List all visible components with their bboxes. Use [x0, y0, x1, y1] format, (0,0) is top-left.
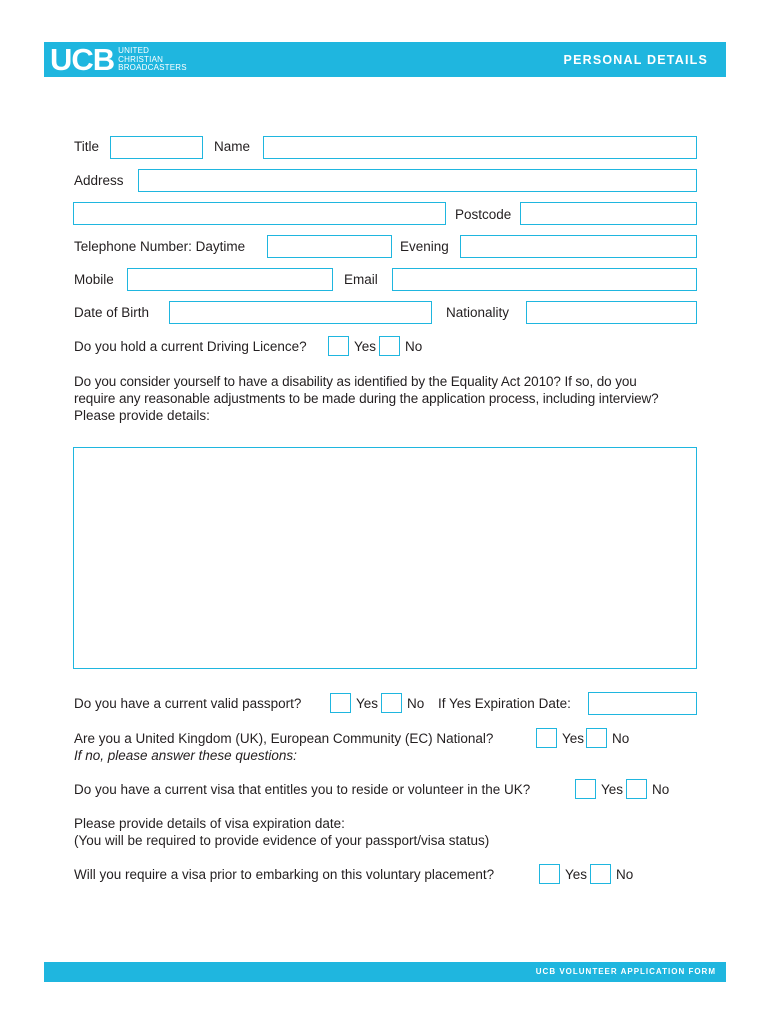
telephone-evening-field[interactable]	[460, 235, 697, 258]
visa-details-line-1: Please provide details of visa expiration date:	[74, 816, 345, 831]
visa-question: Do you have a current visa that entitles you to reside or volunteer in the UK?	[74, 782, 531, 797]
telephone-daytime-field[interactable]	[267, 235, 392, 258]
nationality-label: Nationality	[446, 305, 510, 320]
passport-expiry-label: If Yes Expiration Date:	[438, 696, 571, 711]
mobile-label: Mobile	[74, 272, 114, 287]
visa-required-yes-checkbox[interactable]	[539, 864, 560, 884]
visa-required-yes-label: Yes	[565, 867, 588, 882]
driving-licence-no-label: No	[405, 339, 423, 354]
logo-wordmark	[118, 47, 187, 73]
national-yes-checkbox[interactable]	[536, 728, 557, 748]
name-field[interactable]	[263, 136, 697, 159]
logo-mark: UCB	[50, 42, 115, 77]
passport-yes-checkbox[interactable]	[330, 693, 351, 713]
passport-no-checkbox[interactable]	[381, 693, 402, 713]
telephone-daytime-label: Telephone Number: Daytime	[74, 239, 246, 254]
address-label: Address	[74, 173, 124, 188]
postcode-field[interactable]	[520, 202, 697, 225]
driving-licence-yes-checkbox[interactable]	[328, 336, 349, 356]
passport-no-label: No	[407, 696, 425, 711]
national-question: Are you a United Kingdom (UK), European Community (EC) National?	[74, 731, 494, 746]
driving-licence-yes-label: Yes	[354, 339, 377, 354]
disability-details-textarea[interactable]	[73, 447, 697, 669]
logo-line-3: BROADCASTERS	[118, 63, 187, 73]
logo-line-1: UNITED	[118, 46, 150, 56]
passport-yes-label: Yes	[356, 696, 379, 711]
disability-question-line-2: require any reasonable adjustments to be made during the application process, including interview?	[74, 391, 659, 406]
name-label: Name	[214, 139, 251, 154]
postcode-label: Postcode	[455, 207, 512, 222]
address-field-line2[interactable]	[73, 202, 446, 225]
visa-details-line-2: (You will be required to provide evidence of your passport/visa status)	[74, 833, 490, 848]
national-no-checkbox[interactable]	[586, 728, 607, 748]
date-of-birth-label: Date of Birth	[74, 305, 150, 320]
mobile-field[interactable]	[127, 268, 333, 291]
visa-yes-checkbox[interactable]	[575, 779, 596, 799]
evening-label: Evening	[400, 239, 449, 254]
visa-required-question: Will you require a visa prior to embarking on this voluntary placement?	[74, 867, 495, 882]
visa-no-label: No	[652, 782, 670, 797]
national-note: If no, please answer these questions:	[74, 748, 297, 763]
visa-required-no-label: No	[616, 867, 634, 882]
email-label: Email	[344, 272, 378, 287]
email-field[interactable]	[392, 268, 697, 291]
driving-licence-question: Do you hold a current Driving Licence?	[74, 339, 307, 354]
ucb-logo	[50, 44, 187, 76]
passport-question: Do you have a current valid passport?	[74, 696, 302, 711]
disability-question	[74, 373, 699, 424]
logo-line-2: CHRISTIAN	[118, 54, 164, 64]
section-title: PERSONAL DETAILS	[563, 53, 708, 67]
date-of-birth-field[interactable]	[169, 301, 432, 324]
passport-expiry-field[interactable]	[588, 692, 697, 715]
address-field-line1[interactable]	[138, 169, 697, 192]
disability-question-line-3: Please provide details:	[74, 408, 210, 423]
visa-required-no-checkbox[interactable]	[590, 864, 611, 884]
national-no-label: No	[612, 731, 630, 746]
national-yes-label: Yes	[562, 731, 585, 746]
visa-no-checkbox[interactable]	[626, 779, 647, 799]
footer-text: UCB VOLUNTEER APPLICATION FORM	[535, 967, 716, 976]
nationality-field[interactable]	[526, 301, 697, 324]
title-field[interactable]	[110, 136, 203, 159]
driving-licence-no-checkbox[interactable]	[379, 336, 400, 356]
title-label: Title	[74, 139, 100, 154]
visa-yes-label: Yes	[601, 782, 624, 797]
disability-question-line-1: Do you consider yourself to have a disability as identified by the Equality Act 2010? If so, do you	[74, 374, 637, 389]
